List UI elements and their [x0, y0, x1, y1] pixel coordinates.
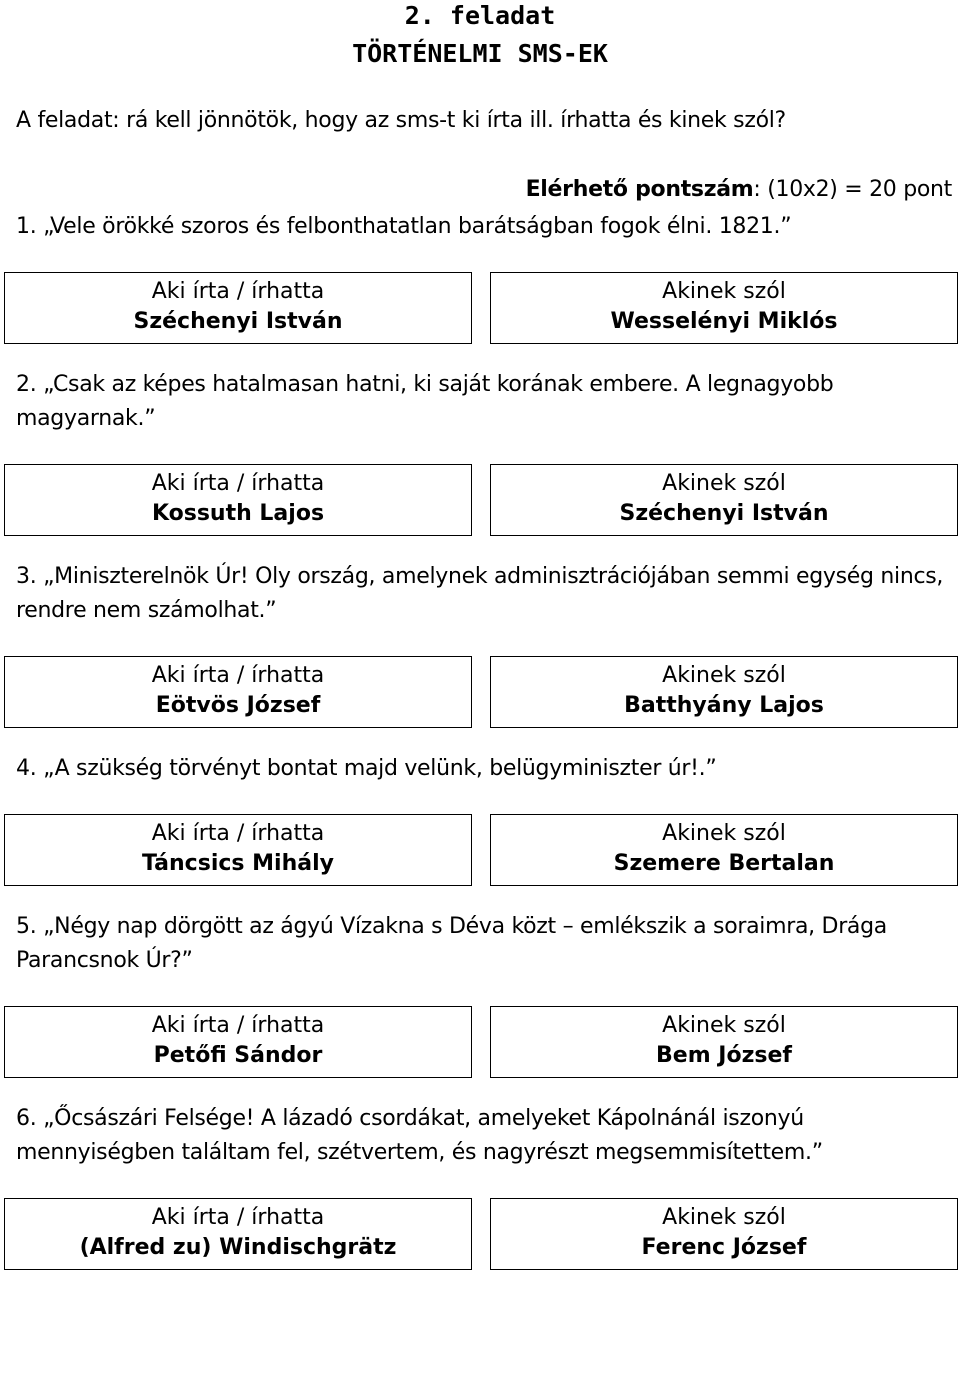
cell-gap [472, 465, 491, 536]
recipient-name: Bem József [656, 1043, 792, 1068]
recipient-column-label: Akinek szól [662, 663, 786, 688]
author-cell [5, 465, 472, 536]
cell-gap [472, 1199, 491, 1270]
points-label: Elérhető pontszám [525, 177, 754, 202]
author-name: Széchenyi István [133, 309, 343, 334]
author-cell [5, 815, 472, 886]
recipient-name: Wesselényi Miklós [610, 309, 838, 334]
author-name: Petőfi Sándor [153, 1043, 323, 1068]
task-instructions: A feladat: rá kell jönnötök, hogy az sms-t ki írta ill. írhatta és kinek szól? [16, 108, 786, 133]
recipient-column-label: Akinek szól [662, 279, 786, 304]
recipient-name: Szemere Bertalan [613, 851, 835, 876]
answer-table [4, 1006, 958, 1078]
task-number: 2. feladat [404, 1, 556, 30]
author-name: Táncsics Mihály [142, 851, 334, 876]
recipient-cell [491, 657, 958, 728]
recipient-cell [491, 1199, 958, 1270]
sms-item [16, 752, 944, 886]
author-column-label: Aki írta / írhatta [151, 663, 325, 688]
author-cell [5, 273, 472, 344]
sms-list [16, 210, 944, 1294]
author-cell [5, 657, 472, 728]
recipient-cell [491, 815, 958, 886]
recipient-column-label: Akinek szól [662, 1205, 786, 1230]
cell-gap [472, 273, 491, 344]
recipient-cell [491, 465, 958, 536]
author-name: Kossuth Lajos [151, 501, 325, 526]
author-cell [5, 1199, 472, 1270]
answer-table [4, 814, 958, 886]
author-name: (Alfred zu) Windischgrätz [79, 1235, 397, 1260]
recipient-cell [491, 1007, 958, 1078]
answer-table [4, 464, 958, 536]
sms-quote: 3. „Miniszterelnök Úr! Oly ország, amelynek adminisztrációjában semmi egység nincs, rendre nem számolhat.” [16, 564, 944, 623]
recipient-name: Batthyány Lajos [624, 693, 824, 718]
answer-table [4, 272, 958, 344]
sms-item [16, 210, 944, 344]
points-line [526, 177, 952, 202]
sms-quote: 1. „Vele örökké szoros és felbonthatatlan barátságban fogok élni. 1821.” [16, 214, 792, 239]
author-column-label: Aki írta / írhatta [151, 1205, 325, 1230]
answer-table [4, 656, 958, 728]
cell-gap [472, 815, 491, 886]
author-name: Eötvös József [155, 693, 321, 718]
author-column-label: Aki írta / írhatta [151, 821, 325, 846]
recipient-column-label: Akinek szól [662, 1013, 786, 1038]
points-value: : (10x2) = 20 pont [753, 177, 952, 202]
sms-item [16, 368, 944, 536]
sms-quote: 5. „Négy nap dörgött az ágyú Vízakna s Déva közt – emlékszik a soraimra, Drága Parancsnok Úr?” [16, 914, 887, 973]
recipient-cell [491, 273, 958, 344]
cell-gap [472, 1007, 491, 1078]
author-column-label: Aki írta / írhatta [151, 1013, 325, 1038]
cell-gap [472, 657, 491, 728]
answer-table [4, 1198, 958, 1270]
author-cell [5, 1007, 472, 1078]
recipient-column-label: Akinek szól [662, 821, 786, 846]
sms-item [16, 560, 944, 728]
sms-quote: 4. „A szükség törvényt bontat majd velünk, belügyminiszter úr!.” [16, 756, 717, 781]
recipient-name: Ferenc József [641, 1235, 807, 1260]
sms-quote: 2. „Csak az képes hatalmasan hatni, ki saját korának embere. A legnagyobb magyarnak.” [16, 372, 834, 431]
page-title: TÖRTÉNELMI SMS-EK [352, 39, 608, 68]
sms-item [16, 1102, 944, 1270]
author-column-label: Aki írta / írhatta [151, 279, 325, 304]
sms-item [16, 910, 944, 1078]
recipient-name: Széchenyi István [619, 501, 829, 526]
author-column-label: Aki írta / írhatta [151, 471, 325, 496]
recipient-column-label: Akinek szól [662, 471, 786, 496]
sms-quote: 6. „Őcsászári Felsége! A lázadó csordákat, amelyeket Kápolnánál iszonyú mennyiségben találtam fel, szétvertem, és nagyrészt megsemmisítettem.” [16, 1106, 823, 1165]
